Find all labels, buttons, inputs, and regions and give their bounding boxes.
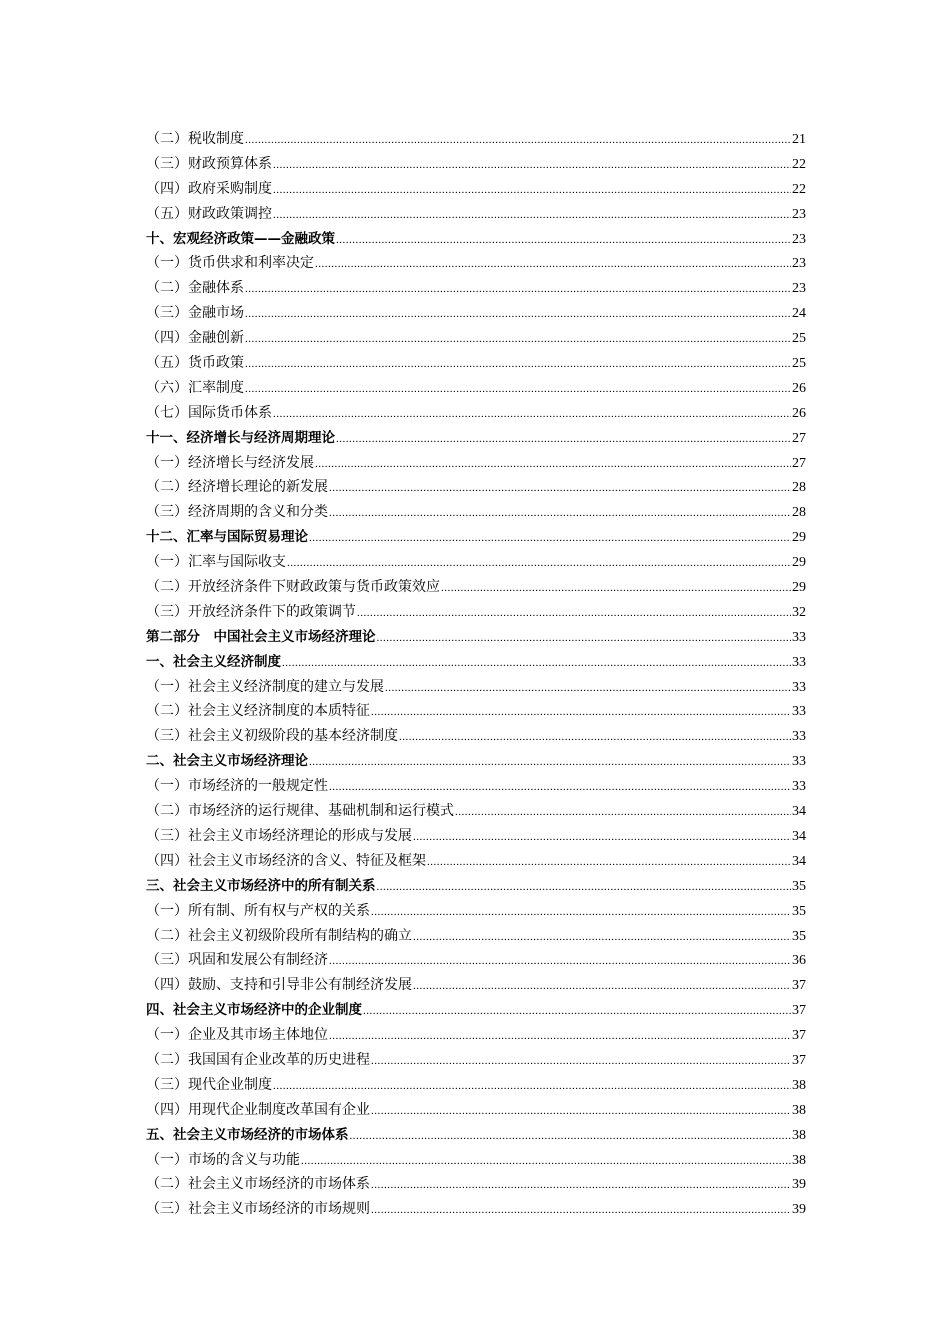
toc-dot-leader (427, 850, 791, 875)
toc-page-number: 33 (792, 779, 806, 795)
toc-section-entry[interactable] (146, 301, 806, 326)
toc-dot-leader (363, 999, 791, 1024)
toc-dot-leader (309, 750, 791, 775)
toc-entry-title: （二）市场经济的运行规律、基础机制和运行模式 (146, 803, 454, 820)
toc-chapter-entry[interactable] (146, 525, 806, 550)
toc-section-entry[interactable] (146, 326, 806, 351)
toc-page-number: 27 (792, 455, 806, 471)
toc-dot-leader (329, 949, 791, 974)
toc-section-entry[interactable] (146, 824, 806, 849)
toc-section-entry[interactable] (146, 177, 806, 202)
toc-page-number: 23 (792, 281, 806, 297)
toc-entry-title: 四、社会主义市场经济中的企业制度 (146, 1002, 362, 1019)
toc-dot-leader (245, 327, 791, 352)
toc-page-number: 37 (792, 1028, 806, 1044)
toc-section-entry[interactable] (146, 202, 806, 227)
toc-entry-title: （四）政府采购制度 (146, 180, 272, 197)
toc-page-number: 22 (792, 181, 806, 197)
toc-section-entry[interactable] (146, 1073, 806, 1098)
toc-page-number: 25 (792, 331, 806, 347)
toc-page-number: 34 (792, 828, 806, 844)
toc-entry-title: 五、社会主义市场经济的市场体系 (146, 1126, 349, 1143)
toc-entry-title: （二）开放经济条件下财政政策与货币政策效应 (146, 579, 440, 596)
toc-page-number: 25 (792, 356, 806, 372)
toc-chapter-entry[interactable] (146, 426, 806, 451)
toc-dot-leader (371, 1099, 791, 1124)
toc-page-number: 29 (792, 580, 806, 596)
toc-page-number: 22 (792, 156, 806, 172)
toc-entry-title: （四）用现代企业制度改革国有企业 (146, 1101, 370, 1118)
toc-page-number: 35 (792, 903, 806, 919)
toc-page-number: 26 (792, 405, 806, 421)
toc-entry-title: 二、社会主义市场经济理论 (146, 753, 308, 770)
toc-entry-title: （一）汇率与国际收支 (146, 554, 286, 571)
toc-dot-leader (245, 302, 791, 327)
toc-entry-title: （五）财政政策调控 (146, 205, 272, 222)
toc-dot-leader (329, 775, 791, 800)
toc-section-entry[interactable] (146, 899, 806, 924)
toc-page-number: 38 (792, 1077, 806, 1093)
toc-entry-title: 一、社会主义经济制度 (146, 653, 281, 670)
toc-entry-title: （四）鼓励、支持和引导非公有制经济发展 (146, 977, 412, 994)
toc-page-number: 37 (792, 978, 806, 994)
toc-section-entry[interactable] (146, 799, 806, 824)
toc-page-number: 35 (792, 878, 806, 894)
toc-page-number: 37 (792, 1003, 806, 1019)
toc-page-number: 26 (792, 380, 806, 396)
toc-section-entry[interactable] (146, 575, 806, 600)
toc-dot-leader (371, 1198, 791, 1223)
toc-dot-leader (371, 900, 791, 925)
toc-entry-title: （七）国际货币体系 (146, 404, 272, 421)
toc-entry-title: （二）金融体系 (146, 280, 244, 297)
toc-page-number: 33 (792, 654, 806, 670)
toc-section-entry[interactable] (146, 600, 806, 625)
toc-entry-title: 十、宏观经济政策——金融政策 (146, 230, 335, 247)
toc-dot-leader (329, 1024, 791, 1049)
toc-section-entry[interactable] (146, 1098, 806, 1123)
toc-dot-leader (315, 452, 791, 477)
toc-section-entry[interactable] (146, 550, 806, 575)
toc-page-number: 37 (792, 1052, 806, 1068)
toc-dot-leader (315, 252, 791, 277)
toc-section-entry[interactable] (146, 948, 806, 973)
toc-dot-leader (309, 526, 791, 551)
toc-dot-leader (413, 974, 791, 999)
toc-entry-title: （一）市场经济的一般规定性 (146, 778, 328, 795)
toc-entry-title: （三）财政预算体系 (146, 155, 272, 172)
toc-entry-title: （三）社会主义市场经济的市场规则 (146, 1201, 370, 1218)
toc-section-entry[interactable] (146, 276, 806, 301)
toc-page-number: 29 (792, 530, 806, 546)
toc-entry-title: （一）货币供求和利率决定 (146, 255, 314, 272)
toc-entry-title: （二）经济增长理论的新发展 (146, 479, 328, 496)
toc-entry-title: （三）巩固和发展公有制经济 (146, 952, 328, 969)
toc-dot-leader (329, 476, 791, 501)
toc-page-number: 33 (792, 754, 806, 770)
toc-section-entry[interactable] (146, 1048, 806, 1073)
toc-dot-leader (336, 427, 791, 452)
toc-section-entry[interactable] (146, 1023, 806, 1048)
toc-page-number: 29 (792, 555, 806, 571)
toc-entry-title: （三）金融市场 (146, 305, 244, 322)
toc-section-entry[interactable] (146, 774, 806, 799)
toc-entry-title: （五）货币政策 (146, 355, 244, 372)
toc-entry-title: （二）我国国有企业改革的历史进程 (146, 1051, 370, 1068)
toc-section-entry[interactable] (146, 1197, 806, 1222)
toc-page-number: 39 (792, 1177, 806, 1193)
toc-page-number: 35 (792, 928, 806, 944)
toc-chapter-entry[interactable] (146, 227, 806, 252)
toc-page-number: 32 (792, 604, 806, 620)
toc-dot-leader (357, 601, 791, 626)
toc-page-number: 38 (792, 1127, 806, 1143)
toc-chapter-entry[interactable] (146, 874, 806, 899)
toc-entry-title: （四）社会主义市场经济的含义、特征及框架 (146, 852, 426, 869)
toc-dot-leader (273, 203, 791, 228)
toc-entry-title: （一）社会主义经济制度的建立与发展 (146, 678, 384, 695)
toc-section-entry[interactable] (146, 973, 806, 998)
toc-page-number: 33 (792, 729, 806, 745)
toc-entry-title: 十二、汇率与国际贸易理论 (146, 529, 308, 546)
toc-entry-title: （三）社会主义初级阶段的基本经济制度 (146, 728, 398, 745)
toc-dot-leader (377, 875, 792, 900)
toc-entry-title: 三、社会主义市场经济中的所有制关系 (146, 877, 376, 894)
toc-dot-leader (371, 700, 791, 725)
toc-section-entry[interactable] (146, 500, 806, 525)
toc-chapter-entry[interactable] (146, 625, 806, 650)
toc-entry-title: （三）现代企业制度 (146, 1076, 272, 1093)
toc-section-entry[interactable] (146, 127, 806, 152)
toc-dot-leader (273, 402, 791, 427)
toc-dot-leader (273, 178, 791, 203)
toc-entry-title: （三）社会主义市场经济理论的形成与发展 (146, 827, 412, 844)
toc-chapter-entry[interactable] (146, 749, 806, 774)
toc-chapter-entry[interactable] (146, 650, 806, 675)
toc-entry-title: （二）税收制度 (146, 131, 244, 147)
toc-page-number: 28 (792, 480, 806, 496)
toc-page-number: 38 (792, 1152, 806, 1168)
toc-dot-leader (273, 153, 791, 178)
toc-dot-leader (385, 676, 791, 701)
toc-section-entry[interactable] (146, 675, 806, 700)
toc-entry-title: （三）经济周期的含义和分类 (146, 504, 328, 521)
toc-dot-leader (336, 228, 791, 253)
table-of-contents (146, 127, 806, 1222)
toc-dot-leader (245, 128, 791, 153)
toc-dot-leader (282, 651, 791, 676)
toc-dot-leader (245, 277, 791, 302)
toc-page-number: 23 (792, 231, 806, 247)
toc-section-entry[interactable] (146, 1172, 806, 1197)
toc-page-number: 38 (792, 1102, 806, 1118)
toc-chapter-entry[interactable] (146, 1123, 806, 1148)
toc-dot-leader (350, 1124, 792, 1149)
toc-section-entry[interactable] (146, 1148, 806, 1173)
toc-entry-title: （四）金融创新 (146, 330, 244, 347)
toc-entry-title: （一）市场的含义与功能 (146, 1151, 300, 1168)
toc-chapter-entry[interactable] (146, 998, 806, 1023)
toc-dot-leader (371, 1049, 791, 1074)
toc-entry-title: （三）开放经济条件下的政策调节 (146, 603, 356, 620)
toc-page-number: 36 (792, 953, 806, 969)
toc-dot-leader (413, 825, 791, 850)
toc-section-entry[interactable] (146, 376, 806, 401)
toc-section-entry[interactable] (146, 699, 806, 724)
toc-section-entry[interactable] (146, 451, 806, 476)
toc-section-entry[interactable] (146, 152, 806, 177)
toc-entry-title: （六）汇率制度 (146, 379, 244, 396)
toc-page-number: 23 (792, 256, 806, 272)
toc-page-number: 28 (792, 505, 806, 521)
toc-page-number: 27 (792, 430, 806, 446)
toc-section-entry[interactable] (146, 475, 806, 500)
toc-dot-leader (245, 352, 791, 377)
toc-dot-leader (371, 1173, 791, 1198)
toc-entry-title: （一）经济增长与经济发展 (146, 454, 314, 471)
toc-section-entry[interactable] (146, 401, 806, 426)
toc-dot-leader (301, 1149, 791, 1174)
toc-dot-leader (245, 377, 791, 402)
toc-dot-leader (399, 725, 791, 750)
toc-entry-title: （一）所有制、所有权与产权的关系 (146, 902, 370, 919)
toc-dot-leader (329, 501, 791, 526)
toc-page-number: 34 (792, 853, 806, 869)
toc-section-entry[interactable] (146, 351, 806, 376)
toc-page-number: 23 (792, 206, 806, 222)
toc-entry-title: （二）社会主义经济制度的本质特征 (146, 703, 370, 720)
toc-page-number: 39 (792, 1202, 806, 1218)
toc-section-entry[interactable] (146, 251, 806, 276)
toc-entry-title: （二）社会主义市场经济的市场体系 (146, 1176, 370, 1193)
toc-dot-leader (413, 925, 791, 950)
toc-section-entry[interactable] (146, 924, 806, 949)
toc-dot-leader (441, 576, 791, 601)
toc-page-number: 34 (792, 804, 806, 820)
toc-dot-leader (287, 551, 791, 576)
toc-entry-title: 十一、经济增长与经济周期理论 (146, 429, 335, 446)
toc-entry-title: （二）社会主义初级阶段所有制结构的确立 (146, 927, 412, 944)
toc-entry-title: （一）企业及其市场主体地位 (146, 1027, 328, 1044)
toc-page-number: 33 (792, 704, 806, 720)
toc-page-number: 33 (792, 629, 806, 645)
toc-dot-leader (455, 800, 791, 825)
toc-section-entry[interactable] (146, 849, 806, 874)
toc-dot-leader (377, 626, 792, 651)
toc-section-entry[interactable] (146, 724, 806, 749)
toc-page-number: 33 (792, 679, 806, 695)
toc-page-number: 24 (792, 306, 806, 322)
toc-dot-leader (273, 1074, 791, 1099)
toc-page-number: 21 (792, 132, 806, 147)
toc-entry-title: 第二部分 中国社会主义市场经济理论 (146, 628, 376, 645)
